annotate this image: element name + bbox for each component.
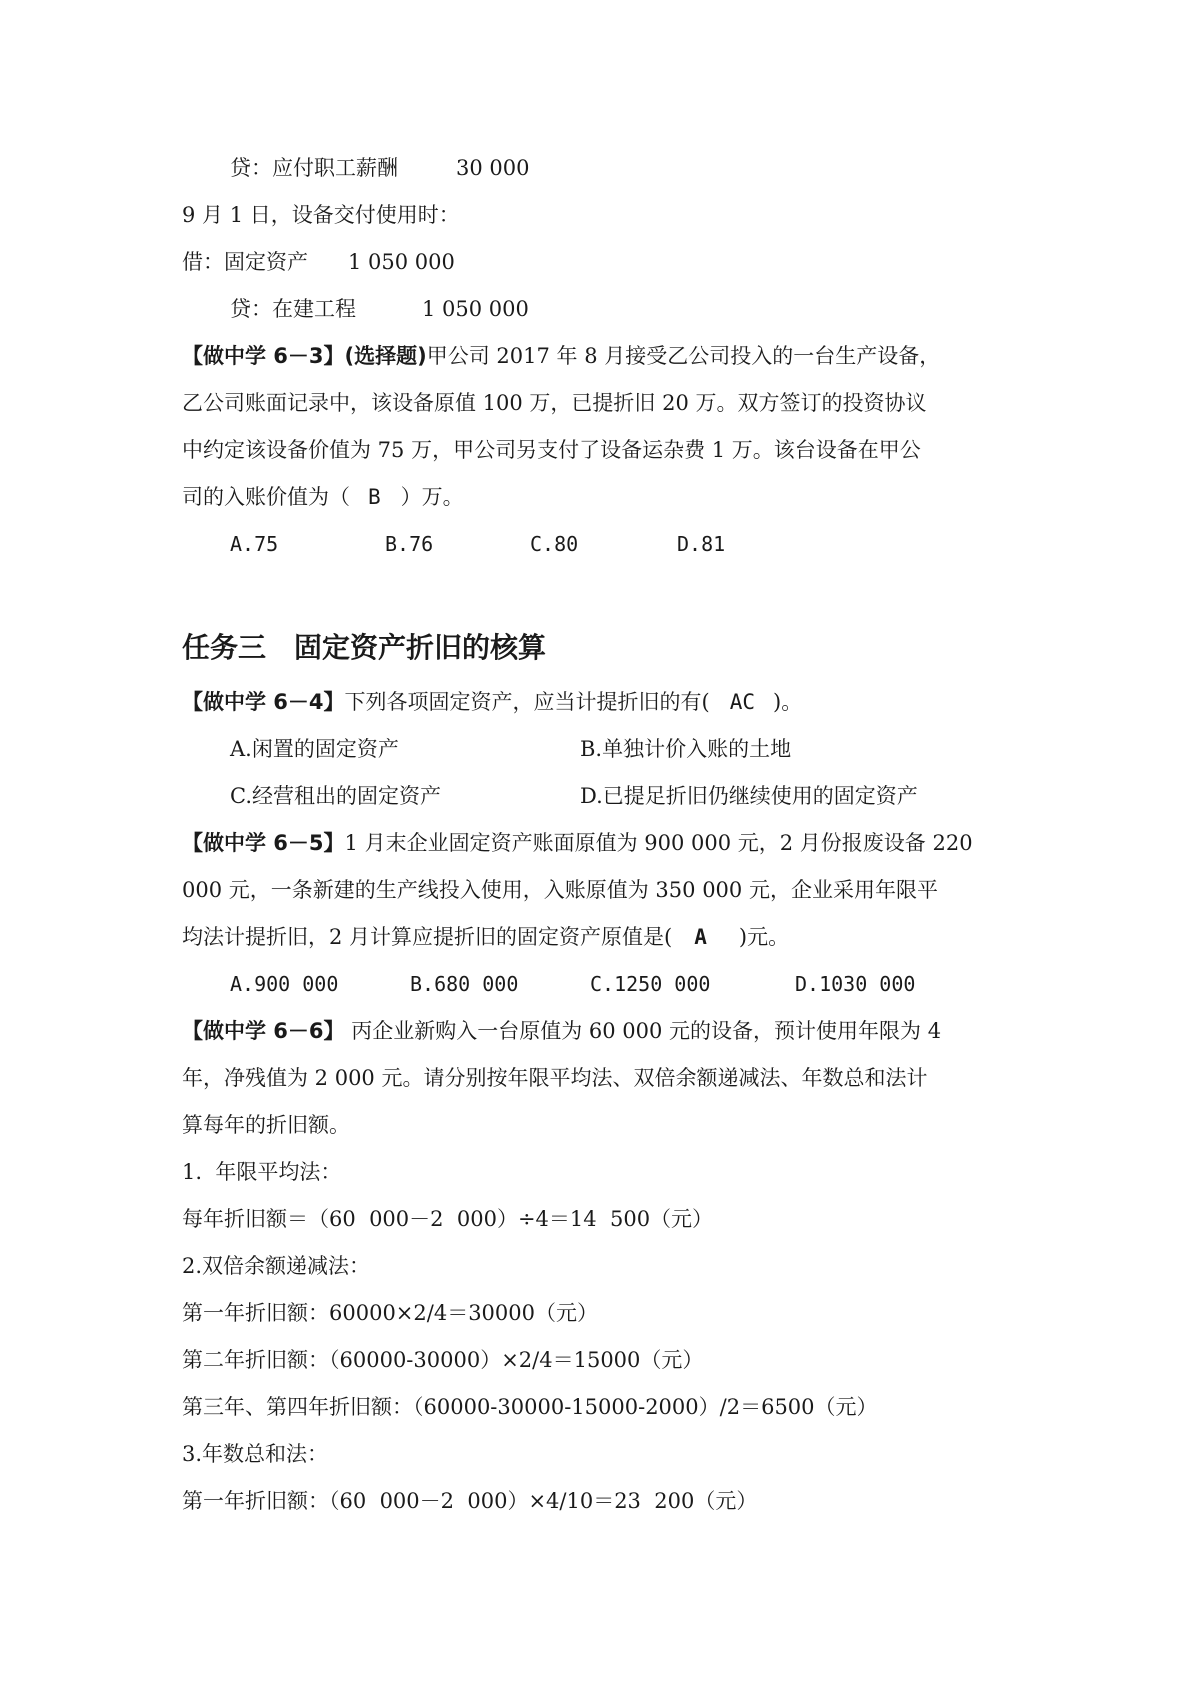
q63-option-c: C.80	[530, 532, 579, 556]
question-tag: 【做中学 6－6】	[182, 1019, 345, 1043]
q64-option-c: C.经营租出的固定资产	[230, 784, 441, 808]
q65-option-b: B.680 000	[410, 972, 519, 996]
amount: 30 000	[456, 156, 530, 180]
question-text: ）万。	[400, 485, 464, 509]
q63-line3: 中约定该设备价值为 75 万，甲公司另支付了设备运杂费 1 万。该台设备在甲公	[182, 438, 921, 462]
q64-option-b: B.单独计价入账的土地	[580, 737, 792, 761]
q66-line1	[182, 1017, 941, 1045]
amount: 1 050 000	[348, 250, 455, 274]
question-text: 1 月末企业固定资产账面原值为 900 000 元，2 月份报废设备 220	[344, 831, 973, 855]
question-text: 甲公司 2017 年 8 月接受乙公司投入的一台生产设备，	[426, 344, 941, 368]
section-title: 任务三 固定资产折旧的核算	[182, 631, 547, 664]
question-text: )元。	[738, 925, 790, 949]
question-tag: 【做中学 6－3】(选择题)	[182, 344, 427, 368]
question-text: 下列各项固定资产，应当计提折旧的有(	[344, 690, 710, 714]
journal-note-sep1: 9 月 1 日，设备交付使用时：	[182, 203, 460, 227]
q63-option-d: D.81	[677, 532, 726, 556]
question-tag: 【做中学 6－4】	[182, 690, 345, 714]
method2-year3-4: 第三年、第四年折旧额：（60000-30000-15000-2000）/2＝6500（元）	[182, 1395, 878, 1419]
amount: 1 050 000	[422, 297, 529, 321]
q64-option-d: D.已提足折旧仍继续使用的固定资产	[580, 784, 918, 808]
journal-debit-fixed-assets	[182, 248, 455, 276]
method3-year1: 第一年折旧额：（60 000－2 000）×4/10＝23 200（元）	[182, 1489, 758, 1513]
q65-line2: 000 元，一条新建的生产线投入使用，入账原值为 350 000 元，企业采用年限平	[182, 878, 938, 902]
q63-line1	[182, 342, 940, 370]
method2-title: 2.双倍余额递减法：	[182, 1254, 371, 1278]
method2-year2: 第二年折旧额：（60000-30000）×2/4＝15000（元）	[182, 1348, 704, 1372]
q66-line3: 算每年的折旧额。	[182, 1113, 350, 1137]
question-tag: 【做中学 6－5】	[182, 831, 345, 855]
journal-credit-cip	[230, 295, 529, 323]
q64-line1	[182, 688, 802, 716]
q66-line2: 年，净残值为 2 000 元。请分别按年限平均法、双倍余额递减法、年数总和法计	[182, 1066, 928, 1090]
q65-option-a: A.900 000	[230, 972, 339, 996]
method3-title: 3.年数总和法：	[182, 1442, 329, 1466]
answer: B	[368, 485, 381, 509]
q65-line1	[182, 829, 973, 857]
q63-line2: 乙公司账面记录中，该设备原值 100 万，已提折旧 20 万。双方签订的投资协议	[182, 391, 927, 415]
question-text: 司的入账价值为（	[182, 485, 350, 509]
method1-calc: 每年折旧额＝（60 000－2 000）÷4＝14 500（元）	[182, 1207, 714, 1231]
q64-option-a: A.闲置的固定资产	[230, 737, 399, 761]
method2-year1: 第一年折旧额：60000×2/4＝30000（元）	[182, 1301, 598, 1325]
account-label: 借：固定资产	[182, 250, 308, 274]
question-text: )。	[773, 690, 803, 714]
question-text: 丙企业新购入一台原值为 60 000 元的设备，预计使用年限为 4	[344, 1019, 942, 1043]
account-label: 贷：在建工程	[230, 297, 356, 321]
answer: A	[694, 925, 707, 949]
q65-option-c: C.1250 000	[590, 972, 711, 996]
q63-option-a: A.75	[230, 532, 279, 556]
q65-option-d: D.1030 000	[795, 972, 916, 996]
q63-option-b: B.76	[385, 532, 434, 556]
q63-line4	[182, 483, 464, 511]
question-text: 均法计提折旧，2 月计算应提折旧的固定资产原值是(	[182, 925, 673, 949]
account-label: 贷：应付职工薪酬	[230, 156, 398, 180]
answer: AC	[729, 690, 756, 714]
q65-line3	[182, 923, 789, 951]
method1-title: 1. 年限平均法：	[182, 1160, 342, 1184]
journal-credit-payroll	[230, 154, 529, 182]
